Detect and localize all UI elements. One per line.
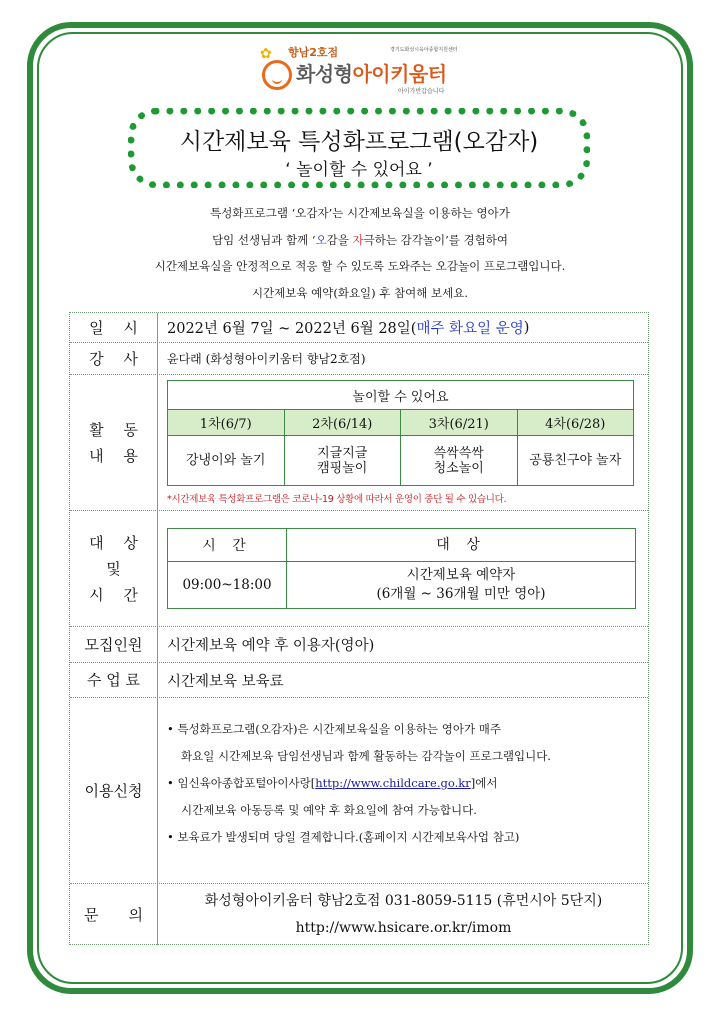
- row-recruit: [70, 627, 648, 663]
- target-audience: 시간제보육 예약자 (6개월 ~ 36개월 미만 영아): [376, 567, 546, 602]
- round-cell: 4차(6/28): [518, 410, 634, 436]
- target-head-target: 대 상: [436, 536, 486, 553]
- logo-branch: 향남2호점: [288, 46, 339, 59]
- contact-label: 문 의: [70, 884, 158, 945]
- activity-cell: 공룡친구야 놀자: [529, 453, 622, 468]
- activity-rounds: [168, 410, 633, 436]
- logo-title-part1: 화성형: [296, 62, 353, 86]
- row-activity: [70, 375, 648, 511]
- apply-line-4: 시간제보육 아동등록 및 예약 후 화요일에 참여 가능합니다.: [181, 803, 477, 817]
- recruit-label: 모집인원: [70, 627, 158, 662]
- schedule-label: 일 시: [70, 313, 158, 342]
- target-head-time: 시 간: [168, 529, 287, 561]
- apply-line-3b: ]에서: [470, 776, 498, 790]
- row-contact: [70, 884, 648, 945]
- row-fee: [70, 663, 648, 698]
- activity-label: 활 동 내 용: [70, 375, 158, 510]
- intro-line-2c: 을: [337, 232, 353, 247]
- intro-highlight-ja: 자: [352, 232, 364, 247]
- schedule-end: ): [523, 319, 530, 336]
- intro-line-3: 시간제보육실을 안정적으로 적응 할 수 있도록 도와주는 오감놀이 프로그램입니다.: [154, 259, 566, 273]
- contact-line-1: 화성형아이키움터 향남2호점 031-8059-5115 (휴먼시아 5단지): [204, 892, 603, 909]
- logo-org: 경기도화성시육아종합지원센터: [390, 47, 458, 53]
- logo: [262, 44, 492, 100]
- intro-text: [60, 200, 660, 306]
- logo-title-part2: 아이키움터: [352, 62, 447, 86]
- row-apply: [70, 698, 648, 884]
- recruit-value: 시간제보육 예약 후 이용자(영아): [167, 638, 375, 654]
- contact-url[interactable]: http://www.hsicare.or.kr/imom: [295, 919, 512, 936]
- intro-line-2: [60, 227, 660, 254]
- apply-line-5: • 보육료가 발생되며 당일 결제합니다.(홈페이지 시간제보육사업 참고): [167, 830, 520, 844]
- activity-cell: 지글지글 캠핑놀이: [285, 436, 402, 485]
- activity-items: [168, 436, 633, 485]
- fee-label: 수 업 료: [70, 663, 158, 697]
- lecturer-label: 강 사: [70, 343, 158, 374]
- apply-line-3a: • 임신육아종합포털아이사랑[: [167, 776, 316, 790]
- intro-line-4: 시간제보육 예약(화요일) 후 참여해 보세요.: [251, 285, 469, 300]
- schedule-dates: 2022년 6월 7일 ~ 2022년 6월 28일(: [167, 321, 417, 337]
- fee-value: 시간제보육 보육료: [167, 673, 284, 690]
- activity-table: [167, 380, 634, 486]
- apply-line-3: [167, 770, 640, 797]
- target-header-row: [168, 529, 635, 562]
- row-lecturer: [70, 343, 648, 375]
- sprout-icon: ✿: [260, 46, 272, 62]
- apply-line-2: 화요일 시간제보육 담임선생님과 함께 활동하는 감각놀이 프로그램입니다.: [181, 749, 551, 763]
- title-box: [128, 108, 590, 188]
- target-body-row: [168, 562, 635, 608]
- contact-info: [167, 884, 640, 945]
- row-schedule: [70, 313, 648, 343]
- schedule-weekday: 매주 화요일 운영: [416, 321, 524, 337]
- target-table: [167, 528, 636, 609]
- covid-notice: *시간제보육 특성화프로그램은 코로나-19 상황에 따라서 운영이 중단 될 수 있습니다.: [167, 494, 507, 505]
- info-table: [69, 312, 649, 945]
- logo-title: [296, 58, 447, 87]
- apply-text: [167, 716, 640, 851]
- intro-line-2a: 담임 선생님과 함께 ‘: [212, 232, 316, 247]
- round-cell: 1차(6/7): [168, 410, 285, 436]
- intro-line-2b: 감: [326, 232, 338, 247]
- intro-line-2d: 극하는 감각놀이’를 경험하여: [363, 232, 508, 247]
- activity-cell: 강냉이와 놀기: [168, 436, 285, 485]
- row-target: [70, 511, 648, 627]
- page-subtitle: ‘ 놀이할 수 있어요 ’: [285, 160, 433, 180]
- intro-highlight-o: 오: [315, 232, 327, 247]
- activity-cell: 쓱싹쓱싹 청소놀이: [401, 436, 518, 485]
- round-cell: 3차(6/21): [401, 410, 518, 436]
- smile-icon: [262, 60, 292, 90]
- apply-line-1: • 특성화프로그램(오감자)은 시간제보육실을 이용하는 영아가 매주: [167, 722, 501, 736]
- childcare-link[interactable]: http://www.childcare.go.kr: [315, 776, 471, 790]
- schedule-value: [167, 313, 640, 342]
- page-title: 시간제보육 특성화프로그램(오감자): [179, 129, 539, 155]
- target-time: 09:00~18:00: [168, 562, 287, 608]
- apply-label: 이용신청: [70, 698, 158, 883]
- intro-line-1: 특성화프로그램 ‘오감자’는 시간제보육실을 이용하는 영아가: [210, 206, 510, 220]
- lecturer-value: 윤다래 (화성형아이키움터 향남2호점): [167, 352, 366, 366]
- target-label: 대 상 및 시 간: [70, 511, 158, 626]
- round-cell: 2차(6/14): [285, 410, 402, 436]
- activity-header: 놀이할 수 있어요: [168, 381, 633, 410]
- logo-slogan: 아이가반갑습니다: [398, 88, 445, 95]
